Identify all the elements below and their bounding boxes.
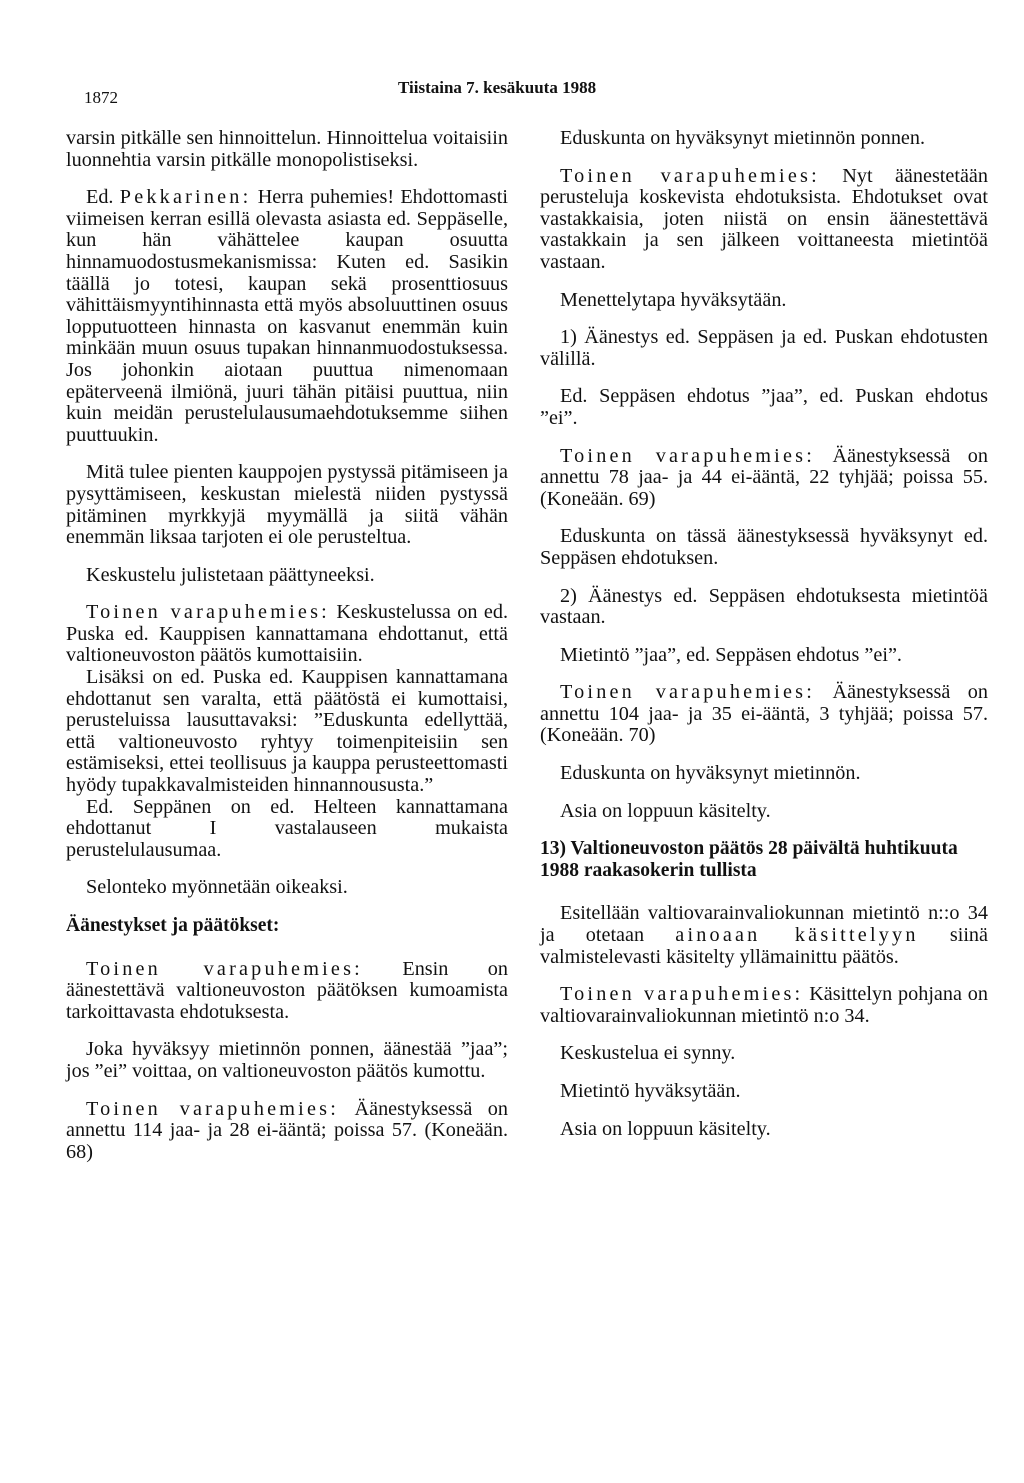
paragraph-text: Esitellään valtiovarainvaliokunnan mietintö n::o 34 ja otetaan	[540, 902, 988, 947]
speaker-name: Toinen varapuhemies:	[86, 601, 330, 624]
section-heading: 13) Valtioneuvoston päätös 28 päivältä huhtikuuta 1988 raakasokerin tullista	[540, 838, 958, 881]
speaker-name: Toinen varapuhemies:	[560, 681, 816, 704]
paragraph: Eduskunta on hyväksynyt mietinnön ponnen.	[560, 127, 926, 149]
right-column	[540, 128, 988, 1156]
left-column	[66, 128, 508, 1179]
paragraph: Eduskunta on hyväksynyt mietinnön.	[560, 762, 861, 785]
speech-text: Käsittelyn pohjana on valtiovarainvaliokunnan mietintö n:o 34.	[540, 983, 988, 1027]
paragraph: Joka hyväksyy mietinnön ponnen, äänestää ”jaa”; jos ”ei” voittaa, on valtioneuvoston päätös kumottu.	[66, 1038, 508, 1082]
paragraph: 1) Äänestys ed. Seppäsen ja ed. Puskan ehdotusten välillä.	[540, 326, 988, 370]
speaker-name: Toinen varapuhemies:	[560, 164, 820, 187]
speaker-name: Pekkarinen:	[119, 186, 252, 209]
speech-text: Äänestyksessä on annettu 114 jaa- ja 28 ei-ääntä; poissa 57. (Koneään. 68)	[66, 1097, 508, 1163]
speech-paragraph	[540, 682, 988, 747]
paragraph: Eduskunta on tässä äänestyksessä hyväksynyt ed. Seppäsen ehdotuksen.	[540, 525, 988, 569]
paragraph: Menettelytapa hyväksytään.	[560, 288, 787, 311]
speaker-name: Toinen varapuhemies:	[86, 957, 363, 980]
paragraph	[540, 903, 988, 968]
speech-text: Herra puhemies! Ehdottomasti viimeisen kerran esillä olevasta asiasta ed. Seppäselle, kun hän vähättelee kaupan osuutta hinnamuodostusmekanismissa: Kuten ed. Sasikin täällä jo totesi, kaupan sekä prosenttiosuus vähittäismyyntihinnasta että myös absoluuttinen osuus lopputuotteen hinnasta on kasvanut enemmän kuin minkään muun osuus tupakan hinnanmuodostuksessa. Jos johonkin aiotaan puuttua nimenomaan epäterveenä ilmiönä, juuri tähän pitäisi puuttua, niin kuin meidän perustelulausumaehdotuksemme siihen puuttuukin.	[66, 186, 508, 446]
speech-paragraph	[540, 984, 988, 1027]
paragraph: Asia on loppuun käsitelty.	[560, 1117, 771, 1140]
speech-paragraph	[540, 166, 988, 274]
speech-paragraph	[540, 446, 988, 511]
speech-paragraph	[66, 1099, 508, 1164]
paragraph: Asia on loppuun käsitelty.	[560, 799, 771, 822]
paragraph: Ed. Seppänen on ed. Helteen kannattamana ehdottanut I vastalauseen mukaista perustelulausumaa.	[66, 795, 508, 861]
paragraph: 2) Äänestys ed. Seppäsen ehdotuksesta mietintöä vastaan.	[540, 584, 988, 629]
paragraph: Keskustelu julistetaan päättyneeksi.	[86, 563, 375, 586]
speech-text: Nyt äänestetään perusteluja koskevista ehdotuksista. Ehdotukset ovat vastakkaisia, joten niistä on ensin äänestettävä vastakkain ja sen jälkeen voittaneesta mietintöä vastaan.	[540, 164, 988, 273]
speech-text: Keskustelussa on ed. Puska ed. Kauppisen kannattamana ehdottanut, että valtioneuvoston päätös kumottaisiin.	[66, 601, 508, 667]
speaker-prefix: Ed.	[86, 186, 120, 209]
paragraph: Selonteko myönnetään oikeaksi.	[86, 876, 348, 899]
paragraph: Mitä tulee pienten kauppojen pystyssä pitämiseen ja pysyttämiseen, keskustan mielestä niiden pystyssä pitäminen myrkkyjä myymällä ja siitä vähän enemmän liksaa tarjoten ei ole perusteltua.	[66, 461, 508, 549]
paragraph: Mietintö hyväksytään.	[560, 1080, 741, 1102]
paragraph: Ed. Seppäsen ehdotus ”jaa”, ed. Puskan ehdotus ”ei”.	[540, 385, 988, 429]
speech-text: Äänestyksessä on annettu 104 jaa- ja 35 ei-ääntä, 3 tyhjää; poissa 57. (Koneään. 70)	[540, 681, 988, 747]
speech-paragraph	[66, 959, 508, 1024]
page-number: 1872	[84, 88, 118, 107]
paragraph: Mietintö ”jaa”, ed. Seppäsen ehdotus ”ei”.	[560, 643, 902, 666]
paragraph-text: siinä valmistelevasti käsitelty yllämainittu päätös.	[540, 924, 988, 968]
speech-text: Äänestyksessä on annettu 78 jaa- ja 44 ei-ääntä, 22 tyhjää; poissa 55. (Koneään. 69)	[540, 444, 988, 510]
speech-text: Ensin on äänestettävä valtioneuvoston päätöksen kumoamista tarkoittavasta ehdotuksesta.	[66, 957, 508, 1023]
speaker-name: Toinen varapuhemies:	[86, 1097, 340, 1120]
section-heading: Äänestykset ja päätökset:	[66, 915, 280, 936]
speech-paragraph	[66, 602, 508, 667]
speech-paragraph	[66, 187, 508, 446]
paragraph: Lisäksi on ed. Puska ed. Kauppisen kannattamana ehdottanut sen varalta, että päätöstä ei kumottaisi, perusteluissa lausuttavaksi: ”Eduskunta edellyttää, että valtioneuvosto ryhtyy toimenpiteisiin sen estämiseksi, ettei teollisuus ja kauppa perusteettomasti hyödy tupakkavalmisteiden hinnannoususta.”	[66, 666, 508, 797]
paragraph: varsin pitkälle sen hinnoittelun. Hinnoittelua voitaisiin luonnehtia varsin pitkälle monopolistiseksi.	[66, 127, 508, 171]
spaced-emphasis: ainoaan käsittelyyn	[675, 924, 919, 947]
speaker-name: Toinen varapuhemies:	[560, 444, 816, 467]
speaker-name: Toinen varapuhemies:	[560, 983, 804, 1006]
paragraph: Keskustelua ei synny.	[560, 1042, 736, 1065]
running-head: Tiistaina 7. kesäkuuta 1988	[398, 78, 597, 97]
